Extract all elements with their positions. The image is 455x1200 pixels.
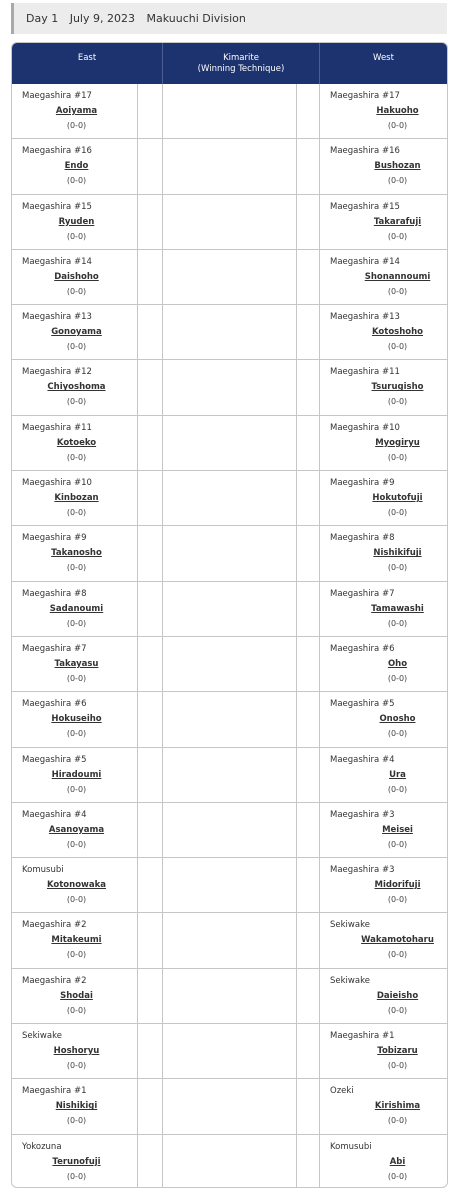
east-record: (0-0)	[66, 839, 87, 849]
bout-row	[12, 195, 447, 250]
west-rikishi-link[interactable]: Nishikifuji	[373, 548, 422, 559]
west-rank: Maegashira #5	[330, 699, 395, 710]
east-rank: Maegashira #14	[22, 256, 92, 267]
kimarite-cell	[163, 748, 297, 802]
west-rikishi-link[interactable]: Hokutofuji	[372, 493, 423, 504]
west-rank: Maegashira #16	[330, 146, 400, 157]
east-rank: Maegashira #13	[22, 312, 92, 323]
kimarite-cell	[163, 305, 297, 359]
kimarite-cell	[163, 858, 297, 912]
west-rikishi-link[interactable]: Tobizaru	[377, 1046, 418, 1057]
kimarite-cell	[163, 913, 297, 967]
east-rank: Maegashira #16	[22, 146, 92, 157]
east-rikishi-link[interactable]: Nishikigi	[55, 1101, 98, 1112]
torikumi-table	[11, 42, 448, 1188]
east-cell	[12, 471, 138, 525]
east-record: (0-0)	[66, 508, 87, 518]
kimarite-cell	[163, 803, 297, 857]
west-rikishi-link[interactable]: Bushozan	[374, 161, 421, 172]
east-result-mark	[138, 139, 163, 193]
west-rank: Ozeki	[330, 1086, 354, 1097]
east-cell	[12, 913, 138, 967]
column-header-west: West	[373, 53, 394, 63]
west-record: (0-0)	[387, 563, 408, 573]
west-result-mark	[297, 582, 320, 636]
west-cell	[320, 195, 447, 249]
east-cell	[12, 692, 138, 746]
east-rank: Maegashira #5	[22, 754, 87, 765]
west-rikishi-link[interactable]: Midorifuji	[374, 880, 421, 891]
west-rank: Maegashira #1	[330, 1031, 395, 1042]
east-record: (0-0)	[66, 1116, 87, 1126]
east-rikishi-link[interactable]: Kotonowaka	[46, 880, 107, 891]
bout-row	[12, 360, 447, 415]
kimarite-cell	[163, 582, 297, 636]
kimarite-cell	[163, 1135, 297, 1188]
kimarite-cell	[163, 1079, 297, 1133]
east-record: (0-0)	[66, 729, 87, 739]
east-rank: Komusubi	[22, 865, 64, 876]
east-result-mark	[138, 803, 163, 857]
east-rikishi-link[interactable]: Kotoeko	[56, 437, 97, 448]
east-rank: Maegashira #12	[22, 367, 92, 378]
west-record: (0-0)	[387, 452, 408, 462]
west-rikishi-link[interactable]: Ura	[389, 769, 406, 780]
bout-rows	[12, 84, 447, 1188]
east-cell	[12, 526, 138, 580]
east-rikishi-link[interactable]: Chiyoshoma	[47, 382, 106, 393]
east-record: (0-0)	[66, 121, 87, 130]
west-rank: Maegashira #3	[330, 865, 395, 876]
east-rikishi-link[interactable]: Daishoho	[54, 271, 99, 282]
west-rank: Maegashira #15	[330, 201, 400, 212]
east-result-mark	[138, 969, 163, 1023]
west-rikishi-link[interactable]: Tsurugisho	[371, 382, 424, 393]
east-result-mark	[138, 305, 163, 359]
west-record: (0-0)	[387, 839, 408, 849]
east-record: (0-0)	[66, 1005, 87, 1015]
east-result-mark	[138, 471, 163, 525]
east-result-mark	[138, 1135, 163, 1188]
west-rikishi-link[interactable]: Myogiryu	[375, 437, 420, 448]
bout-row	[12, 526, 447, 581]
west-cell	[320, 692, 447, 746]
kimarite-cell	[163, 250, 297, 304]
west-record: (0-0)	[387, 286, 408, 296]
east-rank: Maegashira #17	[22, 91, 92, 101]
west-cell	[320, 305, 447, 359]
east-rank: Maegashira #1	[22, 1086, 87, 1097]
east-rank: Maegashira #10	[22, 478, 92, 489]
west-record: (0-0)	[387, 618, 408, 628]
west-record: (0-0)	[387, 673, 408, 683]
west-result-mark	[297, 471, 320, 525]
east-rikishi-link[interactable]: Hiradoumi	[51, 769, 102, 780]
east-result-mark	[138, 692, 163, 746]
east-cell	[12, 637, 138, 691]
kimarite-cell	[163, 692, 297, 746]
west-rikishi-link[interactable]: Hakuoho	[376, 106, 419, 116]
west-cell	[320, 1024, 447, 1078]
table-header	[12, 43, 447, 84]
west-result-mark	[297, 526, 320, 580]
kimarite-cell	[163, 416, 297, 470]
east-rikishi-link[interactable]: Kinbozan	[54, 493, 99, 504]
east-result-mark	[138, 360, 163, 414]
east-rank: Maegashira #7	[22, 643, 87, 654]
west-rikishi-link[interactable]: Daieisho	[376, 990, 419, 1001]
east-cell	[12, 250, 138, 304]
east-rank: Maegashira #4	[22, 809, 87, 820]
west-rank: Komusubi	[330, 1141, 372, 1152]
west-rank: Maegashira #13	[330, 312, 400, 323]
column-header-kimarite	[163, 43, 320, 84]
west-rank: Maegashira #11	[330, 367, 400, 378]
bout-row	[12, 416, 447, 471]
west-result-mark	[297, 1079, 320, 1133]
kimarite-cell	[163, 969, 297, 1023]
east-rank: Yokozuna	[22, 1141, 62, 1152]
west-cell	[320, 250, 447, 304]
east-rikishi-link[interactable]: Ryuden	[58, 216, 95, 227]
east-result-mark	[138, 748, 163, 802]
bout-row	[12, 969, 447, 1024]
west-result-mark	[297, 1135, 320, 1188]
west-result-mark	[297, 139, 320, 193]
kimarite-cell	[163, 637, 297, 691]
west-record: (0-0)	[387, 784, 408, 794]
east-record: (0-0)	[66, 286, 87, 296]
west-rank: Sekiwake	[330, 975, 370, 986]
east-result-mark	[138, 1079, 163, 1133]
bout-row	[12, 582, 447, 637]
west-result-mark	[297, 969, 320, 1023]
east-cell	[12, 969, 138, 1023]
kimarite-cell	[163, 139, 297, 193]
bout-row	[12, 748, 447, 803]
bout-row	[12, 858, 447, 913]
east-result-mark	[138, 195, 163, 249]
east-record: (0-0)	[66, 950, 87, 960]
bout-row	[12, 1024, 447, 1079]
west-cell	[320, 748, 447, 802]
west-rikishi-link[interactable]: Shonannoumi	[364, 271, 431, 282]
west-rank: Maegashira #9	[330, 478, 395, 489]
east-record: (0-0)	[66, 452, 87, 462]
west-cell	[320, 526, 447, 580]
east-rikishi-link[interactable]: Takayasu	[54, 658, 99, 669]
east-rank: Maegashira #8	[22, 588, 87, 599]
west-rank: Maegashira #4	[330, 754, 395, 765]
west-result-mark	[297, 195, 320, 249]
east-record: (0-0)	[66, 342, 87, 352]
east-cell	[12, 139, 138, 193]
bout-row	[12, 139, 447, 194]
east-cell	[12, 748, 138, 802]
west-rank: Maegashira #14	[330, 256, 400, 267]
west-rank: Maegashira #8	[330, 533, 395, 544]
west-record: (0-0)	[387, 1005, 408, 1015]
west-record: (0-0)	[387, 231, 408, 241]
east-result-mark	[138, 637, 163, 691]
west-rikishi-link[interactable]: Onosho	[379, 714, 416, 725]
east-rikishi-link[interactable]: Endo	[64, 161, 89, 172]
east-rikishi-link[interactable]: Hoshoryu	[53, 1046, 100, 1057]
east-rank: Maegashira #2	[22, 920, 87, 931]
bout-row	[12, 1135, 447, 1188]
west-result-mark	[297, 637, 320, 691]
west-rikishi-link[interactable]: Kirishima	[374, 1101, 421, 1112]
bout-row	[12, 803, 447, 858]
bout-row	[12, 913, 447, 968]
east-result-mark	[138, 858, 163, 912]
west-rikishi-link[interactable]: Kotoshoho	[371, 327, 424, 338]
west-result-mark	[297, 360, 320, 414]
west-rikishi-link[interactable]: Wakamotoharu	[361, 935, 434, 946]
kimarite-cell	[163, 526, 297, 580]
west-record: (0-0)	[387, 1116, 408, 1126]
page-title-bar	[11, 3, 447, 34]
kimarite-header-sublabel: (Winning Technique)	[197, 64, 285, 74]
west-cell	[320, 637, 447, 691]
bout-row	[12, 1079, 447, 1134]
bout-row	[12, 692, 447, 747]
east-record: (0-0)	[66, 784, 87, 794]
east-rank: Maegashira #15	[22, 201, 92, 212]
west-record: (0-0)	[387, 1061, 408, 1071]
west-rank: Sekiwake	[330, 920, 370, 931]
east-rikishi-link[interactable]: Gonoyama	[51, 327, 102, 338]
west-cell	[320, 913, 447, 967]
east-cell	[12, 803, 138, 857]
east-result-mark	[138, 1024, 163, 1078]
bout-row	[12, 471, 447, 526]
west-cell	[320, 1079, 447, 1133]
east-record: (0-0)	[66, 895, 87, 905]
east-cell	[12, 858, 138, 912]
bout-row	[12, 250, 447, 305]
kimarite-cell	[163, 84, 297, 138]
east-cell	[12, 582, 138, 636]
kimarite-header-label: Kimarite	[223, 53, 259, 63]
east-record: (0-0)	[66, 1061, 87, 1071]
west-result-mark	[297, 692, 320, 746]
east-rank: Maegashira #9	[22, 533, 87, 544]
east-result-mark	[138, 416, 163, 470]
west-rank: Maegashira #17	[330, 91, 400, 101]
west-rikishi-link[interactable]: Abi	[389, 1156, 406, 1167]
east-rank: Maegashira #11	[22, 422, 92, 433]
west-rikishi-link[interactable]: Oho	[387, 658, 408, 669]
west-result-mark	[297, 305, 320, 359]
west-result-mark	[297, 1024, 320, 1078]
west-result-mark	[297, 250, 320, 304]
west-result-mark	[297, 84, 320, 138]
east-rikishi-link[interactable]: Aoiyama	[55, 106, 98, 116]
west-record: (0-0)	[387, 729, 408, 739]
east-rikishi-link[interactable]: Sadanoumi	[49, 603, 104, 614]
bout-row	[12, 637, 447, 692]
east-rikishi-link[interactable]: Hokuseiho	[51, 714, 102, 725]
east-rikishi-link[interactable]: Asanoyama	[48, 824, 105, 835]
east-result-mark	[138, 84, 163, 138]
east-result-mark	[138, 526, 163, 580]
west-cell	[320, 84, 447, 138]
kimarite-cell	[163, 360, 297, 414]
east-record: (0-0)	[66, 1171, 87, 1181]
east-record: (0-0)	[66, 397, 87, 407]
west-record: (0-0)	[387, 121, 408, 130]
east-cell	[12, 305, 138, 359]
east-record: (0-0)	[66, 673, 87, 683]
west-result-mark	[297, 748, 320, 802]
east-result-mark	[138, 582, 163, 636]
east-result-mark	[138, 250, 163, 304]
east-rank: Maegashira #6	[22, 699, 87, 710]
date-label: July 9, 2023	[69, 12, 135, 25]
west-record: (0-0)	[387, 1171, 408, 1181]
east-cell	[12, 1079, 138, 1133]
west-cell	[320, 969, 447, 1023]
west-cell	[320, 139, 447, 193]
west-cell	[320, 582, 447, 636]
west-rikishi-link[interactable]: Tamawashi	[371, 603, 424, 614]
bout-row	[12, 305, 447, 360]
west-result-mark	[297, 416, 320, 470]
west-cell	[320, 416, 447, 470]
west-cell	[320, 803, 447, 857]
west-rikishi-link[interactable]: Meisei	[382, 824, 413, 835]
west-rikishi-link[interactable]: Takarafuji	[373, 216, 422, 227]
kimarite-cell	[163, 1024, 297, 1078]
east-cell	[12, 360, 138, 414]
west-cell	[320, 360, 447, 414]
east-rikishi-link[interactable]: Shodai	[60, 990, 93, 1001]
west-record: (0-0)	[387, 342, 408, 352]
east-rikishi-link[interactable]: Takanosho	[51, 548, 102, 559]
bout-row	[12, 84, 447, 139]
east-cell	[12, 195, 138, 249]
west-result-mark	[297, 913, 320, 967]
west-result-mark	[297, 803, 320, 857]
west-cell	[320, 471, 447, 525]
west-record: (0-0)	[387, 950, 408, 960]
east-record: (0-0)	[66, 231, 87, 241]
east-cell	[12, 1135, 138, 1188]
east-rank: Maegashira #2	[22, 975, 87, 986]
west-rank: Maegashira #7	[330, 588, 395, 599]
east-rank: Sekiwake	[22, 1031, 62, 1042]
east-cell	[12, 416, 138, 470]
west-rank: Maegashira #6	[330, 643, 395, 654]
day-label: Day 1	[26, 12, 59, 25]
west-rank: Maegashira #3	[330, 809, 395, 820]
east-cell	[12, 1024, 138, 1078]
west-record: (0-0)	[387, 895, 408, 905]
west-cell	[320, 858, 447, 912]
west-rank: Maegashira #10	[330, 422, 400, 433]
east-rikishi-link[interactable]: Terunofuji	[52, 1156, 101, 1167]
east-record: (0-0)	[66, 563, 87, 573]
kimarite-cell	[163, 471, 297, 525]
west-record: (0-0)	[387, 176, 408, 186]
west-record: (0-0)	[387, 397, 408, 407]
west-cell	[320, 1135, 447, 1188]
column-header-east: East	[12, 43, 163, 84]
west-result-mark	[297, 858, 320, 912]
east-result-mark	[138, 913, 163, 967]
west-record: (0-0)	[387, 508, 408, 518]
east-rikishi-link[interactable]: Mitakeumi	[51, 935, 102, 946]
east-record: (0-0)	[66, 618, 87, 628]
division-label: Makuuchi Division	[146, 12, 246, 25]
east-record: (0-0)	[66, 176, 87, 186]
kimarite-cell	[163, 195, 297, 249]
east-cell	[12, 84, 138, 138]
